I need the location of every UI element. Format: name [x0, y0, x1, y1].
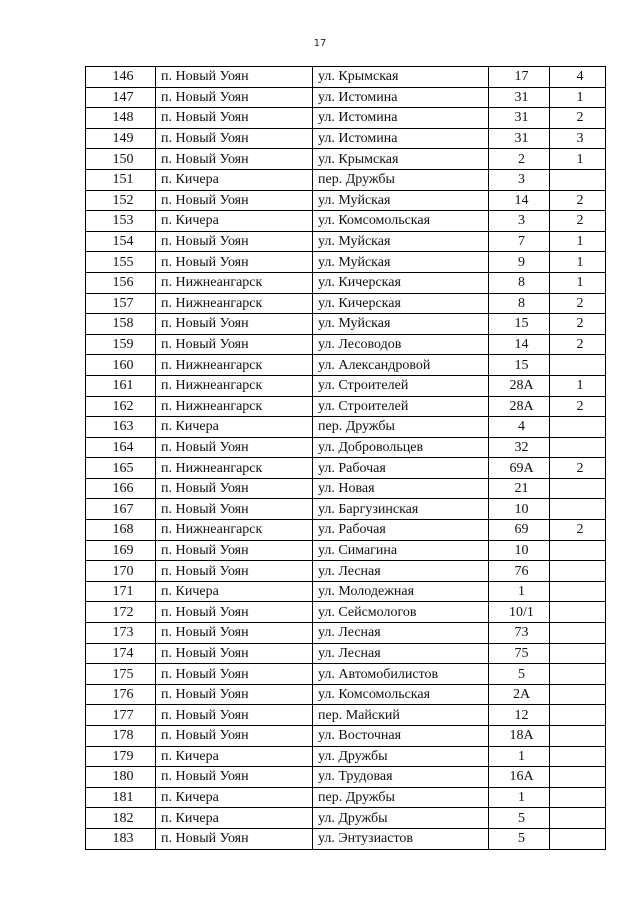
street-cell: ул. Новая — [313, 478, 489, 499]
row-number-cell: 159 — [86, 334, 156, 355]
table-row — [86, 664, 606, 685]
street-cell: ул. Добровольцев — [313, 437, 489, 458]
row-number-cell: 161 — [86, 375, 156, 396]
row-number-cell: 166 — [86, 478, 156, 499]
row-number-cell: 156 — [86, 272, 156, 293]
locality-cell: п. Кичера — [156, 808, 313, 829]
apartment-cell: 2 — [550, 293, 606, 314]
locality-cell: п. Нижнеангарск — [156, 375, 313, 396]
apartment-cell — [550, 643, 606, 664]
row-number-cell: 151 — [86, 169, 156, 190]
locality-cell: п. Новый Уоян — [156, 540, 313, 561]
apartment-cell — [550, 478, 606, 499]
house-number-cell: 1 — [489, 746, 550, 767]
house-number-cell: 2А — [489, 684, 550, 705]
house-number-cell: 10 — [489, 540, 550, 561]
locality-cell: п. Новый Уоян — [156, 108, 313, 129]
table-row — [86, 128, 606, 149]
house-number-cell: 10 — [489, 499, 550, 520]
street-cell: ул. Рабочая — [313, 520, 489, 541]
locality-cell: п. Новый Уоян — [156, 623, 313, 644]
house-number-cell: 75 — [489, 643, 550, 664]
apartment-cell — [550, 169, 606, 190]
row-number-cell: 175 — [86, 664, 156, 685]
table-row — [86, 108, 606, 129]
house-number-cell: 3 — [489, 169, 550, 190]
row-number-cell: 177 — [86, 705, 156, 726]
table-row — [86, 211, 606, 232]
row-number-cell: 149 — [86, 128, 156, 149]
house-number-cell: 2 — [489, 149, 550, 170]
row-number-cell: 180 — [86, 767, 156, 788]
street-cell: ул. Лесная — [313, 561, 489, 582]
apartment-cell — [550, 540, 606, 561]
house-number-cell: 15 — [489, 355, 550, 376]
row-number-cell: 147 — [86, 87, 156, 108]
table-row — [86, 520, 606, 541]
table-row — [86, 540, 606, 561]
row-number-cell: 165 — [86, 458, 156, 479]
locality-cell: п. Новый Уоян — [156, 149, 313, 170]
street-cell: ул. Комсомольская — [313, 684, 489, 705]
house-number-cell: 15 — [489, 314, 550, 335]
table-row — [86, 355, 606, 376]
locality-cell: п. Новый Уоян — [156, 664, 313, 685]
table-row — [86, 437, 606, 458]
locality-cell: п. Новый Уоян — [156, 643, 313, 664]
house-number-cell: 4 — [489, 417, 550, 438]
table-row — [86, 314, 606, 335]
apartment-cell: 1 — [550, 272, 606, 293]
page-number: 17 — [313, 38, 327, 49]
street-cell: ул. Муйская — [313, 314, 489, 335]
address-table — [85, 66, 606, 850]
apartment-cell — [550, 787, 606, 808]
apartment-cell — [550, 499, 606, 520]
table-row — [86, 458, 606, 479]
apartment-cell — [550, 767, 606, 788]
house-number-cell: 28А — [489, 375, 550, 396]
apartment-cell: 2 — [550, 211, 606, 232]
table-row — [86, 705, 606, 726]
apartment-cell — [550, 808, 606, 829]
street-cell: ул. Кичерская — [313, 272, 489, 293]
house-number-cell: 8 — [489, 293, 550, 314]
street-cell: пер. Майский — [313, 705, 489, 726]
locality-cell: п. Кичера — [156, 787, 313, 808]
apartment-cell — [550, 623, 606, 644]
apartment-cell — [550, 828, 606, 849]
table-row — [86, 169, 606, 190]
street-cell: ул. Восточная — [313, 726, 489, 747]
apartment-cell: 3 — [550, 128, 606, 149]
locality-cell: п. Новый Уоян — [156, 828, 313, 849]
locality-cell: п. Новый Уоян — [156, 190, 313, 211]
table-row — [86, 252, 606, 273]
street-cell: ул. Лесная — [313, 623, 489, 644]
locality-cell: п. Новый Уоян — [156, 499, 313, 520]
locality-cell: п. Новый Уоян — [156, 602, 313, 623]
row-number-cell: 163 — [86, 417, 156, 438]
locality-cell: п. Новый Уоян — [156, 478, 313, 499]
row-number-cell: 179 — [86, 746, 156, 767]
street-cell: ул. Дружбы — [313, 746, 489, 767]
locality-cell: п. Новый Уоян — [156, 334, 313, 355]
apartment-cell: 2 — [550, 314, 606, 335]
street-cell: ул. Строителей — [313, 396, 489, 417]
locality-cell: п. Новый Уоян — [156, 252, 313, 273]
street-cell: ул. Муйская — [313, 190, 489, 211]
apartment-cell — [550, 581, 606, 602]
street-cell: ул. Лесоводов — [313, 334, 489, 355]
house-number-cell: 5 — [489, 808, 550, 829]
house-number-cell: 31 — [489, 108, 550, 129]
row-number-cell: 158 — [86, 314, 156, 335]
locality-cell: п. Нижнеангарск — [156, 520, 313, 541]
row-number-cell: 146 — [86, 67, 156, 88]
table-row — [86, 684, 606, 705]
row-number-cell: 169 — [86, 540, 156, 561]
table-row — [86, 293, 606, 314]
locality-cell: п. Новый Уоян — [156, 705, 313, 726]
row-number-cell: 178 — [86, 726, 156, 747]
apartment-cell: 1 — [550, 231, 606, 252]
street-cell: ул. Лесная — [313, 643, 489, 664]
table-row — [86, 231, 606, 252]
street-cell: ул. Рабочая — [313, 458, 489, 479]
table-row — [86, 478, 606, 499]
locality-cell: п. Нижнеангарск — [156, 272, 313, 293]
apartment-cell — [550, 726, 606, 747]
street-cell: ул. Муйская — [313, 231, 489, 252]
house-number-cell: 16А — [489, 767, 550, 788]
row-number-cell: 183 — [86, 828, 156, 849]
table-row — [86, 581, 606, 602]
locality-cell: п. Новый Уоян — [156, 437, 313, 458]
locality-cell: п. Новый Уоян — [156, 231, 313, 252]
apartment-cell: 2 — [550, 190, 606, 211]
row-number-cell: 174 — [86, 643, 156, 664]
locality-cell: п. Новый Уоян — [156, 128, 313, 149]
apartment-cell: 2 — [550, 520, 606, 541]
apartment-cell — [550, 561, 606, 582]
apartment-cell: 2 — [550, 396, 606, 417]
house-number-cell: 5 — [489, 828, 550, 849]
row-number-cell: 170 — [86, 561, 156, 582]
locality-cell: п. Новый Уоян — [156, 87, 313, 108]
row-number-cell: 172 — [86, 602, 156, 623]
locality-cell: п. Кичера — [156, 746, 313, 767]
apartment-cell: 4 — [550, 67, 606, 88]
row-number-cell: 153 — [86, 211, 156, 232]
apartment-cell — [550, 664, 606, 685]
apartment-cell: 1 — [550, 252, 606, 273]
house-number-cell: 28А — [489, 396, 550, 417]
locality-cell: п. Новый Уоян — [156, 767, 313, 788]
table-row — [86, 396, 606, 417]
row-number-cell: 150 — [86, 149, 156, 170]
house-number-cell: 32 — [489, 437, 550, 458]
house-number-cell: 1 — [489, 581, 550, 602]
house-number-cell: 73 — [489, 623, 550, 644]
house-number-cell: 8 — [489, 272, 550, 293]
table-row — [86, 726, 606, 747]
locality-cell: п. Новый Уоян — [156, 561, 313, 582]
apartment-cell — [550, 417, 606, 438]
row-number-cell: 154 — [86, 231, 156, 252]
house-number-cell: 76 — [489, 561, 550, 582]
street-cell: ул. Истомина — [313, 128, 489, 149]
table-row — [86, 67, 606, 88]
row-number-cell: 152 — [86, 190, 156, 211]
street-cell: ул. Дружбы — [313, 808, 489, 829]
house-number-cell: 31 — [489, 128, 550, 149]
table-row — [86, 417, 606, 438]
house-number-cell: 9 — [489, 252, 550, 273]
row-number-cell: 171 — [86, 581, 156, 602]
street-cell: пер. Дружбы — [313, 417, 489, 438]
street-cell: ул. Энтузиастов — [313, 828, 489, 849]
row-number-cell: 162 — [86, 396, 156, 417]
house-number-cell: 12 — [489, 705, 550, 726]
apartment-cell — [550, 746, 606, 767]
row-number-cell: 182 — [86, 808, 156, 829]
row-number-cell: 155 — [86, 252, 156, 273]
table-row — [86, 808, 606, 829]
house-number-cell: 17 — [489, 67, 550, 88]
street-cell: ул. Трудовая — [313, 767, 489, 788]
street-cell: ул. Александровой — [313, 355, 489, 376]
street-cell: ул. Истомина — [313, 87, 489, 108]
address-table-body — [86, 67, 606, 850]
table-row — [86, 643, 606, 664]
table-row — [86, 272, 606, 293]
apartment-cell: 1 — [550, 375, 606, 396]
row-number-cell: 157 — [86, 293, 156, 314]
apartment-cell — [550, 705, 606, 726]
table-row — [86, 787, 606, 808]
locality-cell: п. Новый Уоян — [156, 314, 313, 335]
apartment-cell: 2 — [550, 458, 606, 479]
apartment-cell: 2 — [550, 334, 606, 355]
house-number-cell: 18А — [489, 726, 550, 747]
table-row — [86, 602, 606, 623]
apartment-cell — [550, 355, 606, 376]
house-number-cell: 69А — [489, 458, 550, 479]
street-cell: ул. Крымская — [313, 149, 489, 170]
table-row — [86, 767, 606, 788]
street-cell: ул. Баргузинская — [313, 499, 489, 520]
row-number-cell: 173 — [86, 623, 156, 644]
row-number-cell: 176 — [86, 684, 156, 705]
table-row — [86, 334, 606, 355]
locality-cell: п. Нижнеангарск — [156, 293, 313, 314]
locality-cell: п. Кичера — [156, 417, 313, 438]
street-cell: ул. Крымская — [313, 67, 489, 88]
locality-cell: п. Новый Уоян — [156, 726, 313, 747]
locality-cell: п. Кичера — [156, 169, 313, 190]
house-number-cell: 10/1 — [489, 602, 550, 623]
apartment-cell: 1 — [550, 149, 606, 170]
locality-cell: п. Новый Уоян — [156, 684, 313, 705]
table-row — [86, 561, 606, 582]
apartment-cell: 1 — [550, 87, 606, 108]
table-row — [86, 828, 606, 849]
locality-cell: п. Нижнеангарск — [156, 458, 313, 479]
street-cell: ул. Строителей — [313, 375, 489, 396]
table-row — [86, 623, 606, 644]
house-number-cell: 14 — [489, 190, 550, 211]
street-cell: ул. Комсомольская — [313, 211, 489, 232]
apartment-cell: 2 — [550, 108, 606, 129]
locality-cell: п. Новый Уоян — [156, 67, 313, 88]
street-cell: пер. Дружбы — [313, 787, 489, 808]
street-cell: пер. Дружбы — [313, 169, 489, 190]
table-row — [86, 87, 606, 108]
row-number-cell: 148 — [86, 108, 156, 129]
row-number-cell: 168 — [86, 520, 156, 541]
house-number-cell: 31 — [489, 87, 550, 108]
locality-cell: п. Кичера — [156, 211, 313, 232]
street-cell: ул. Кичерская — [313, 293, 489, 314]
row-number-cell: 160 — [86, 355, 156, 376]
apartment-cell — [550, 437, 606, 458]
table-row — [86, 746, 606, 767]
street-cell: ул. Автомобилистов — [313, 664, 489, 685]
street-cell: ул. Симагина — [313, 540, 489, 561]
street-cell: ул. Муйская — [313, 252, 489, 273]
street-cell: ул. Истомина — [313, 108, 489, 129]
locality-cell: п. Нижнеангарск — [156, 355, 313, 376]
row-number-cell: 167 — [86, 499, 156, 520]
house-number-cell: 1 — [489, 787, 550, 808]
house-number-cell: 3 — [489, 211, 550, 232]
house-number-cell: 21 — [489, 478, 550, 499]
table-row — [86, 190, 606, 211]
apartment-cell — [550, 684, 606, 705]
house-number-cell: 69 — [489, 520, 550, 541]
table-row — [86, 375, 606, 396]
locality-cell: п. Кичера — [156, 581, 313, 602]
table-row — [86, 149, 606, 170]
house-number-cell: 7 — [489, 231, 550, 252]
apartment-cell — [550, 602, 606, 623]
house-number-cell: 14 — [489, 334, 550, 355]
street-cell: ул. Молодежная — [313, 581, 489, 602]
house-number-cell: 5 — [489, 664, 550, 685]
street-cell: ул. Сейсмологов — [313, 602, 489, 623]
row-number-cell: 181 — [86, 787, 156, 808]
row-number-cell: 164 — [86, 437, 156, 458]
locality-cell: п. Нижнеангарск — [156, 396, 313, 417]
table-row — [86, 499, 606, 520]
